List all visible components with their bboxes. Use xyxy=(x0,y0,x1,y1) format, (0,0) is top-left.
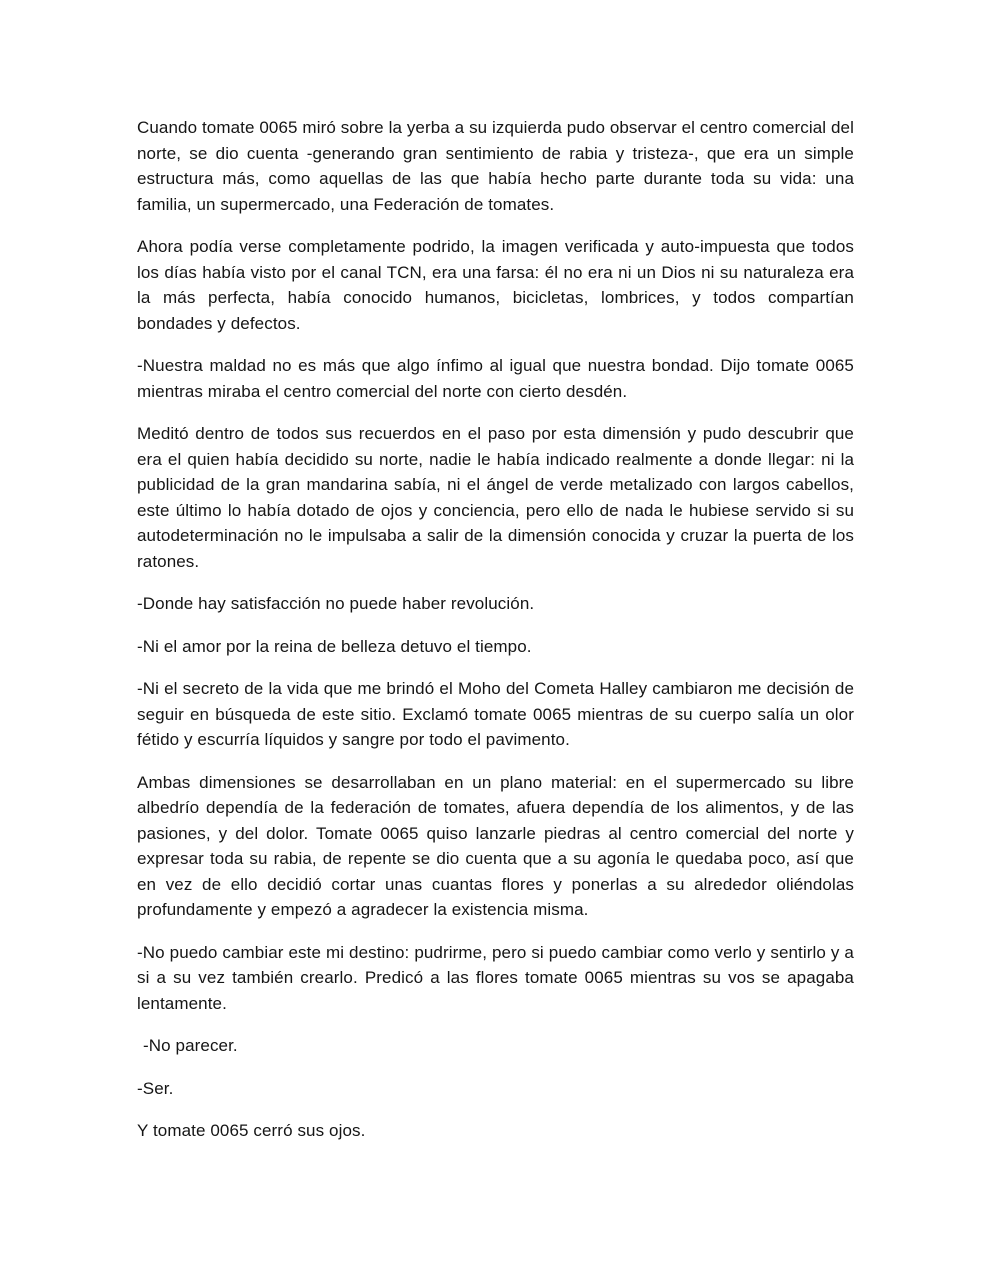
paragraph-3: -Nuestra maldad no es más que algo ínfimo al igual que nuestra bondad. Dijo tomate 0065 mientras miraba el centro comercial del norte con cierto desdén. xyxy=(137,356,854,401)
paragraph-12: Y tomate 0065 cerró sus ojos. xyxy=(137,1121,366,1140)
paragraph-11: -Ser. xyxy=(137,1078,174,1098)
paragraph-7: -Ni el secreto de la vida que me brindó el Moho del Cometa Halley cambiaron me decisión de seguir en búsqueda de este sitio. Exclamó tomate 0065 mientras de su cuerpo salía un olor fétido y escurría líquidos y sangre por todo el pavimento. xyxy=(137,679,854,749)
paragraph-4: Meditó dentro de todos sus recuerdos en el paso por esta dimensión y pudo descubrir que era el quien había decidido su norte, nadie le había indicado realmente a donde llegar: ni la publicidad de la gran mandarina sabía, ni el ángel de verde metalizado con largos cabellos, este último lo había dotado de ojos y conciencia, pero ello de nada le hubiese servido si su autodeterminación no le impulsaba a salir de la dimensión conocida y cruzar la puerta de los ratones. xyxy=(137,424,854,571)
paragraph-6: -Ni el amor por la reina de belleza detuvo el tiempo. xyxy=(137,636,532,656)
paragraph-1: Cuando tomate 0065 miró sobre la yerba a su izquierda pudo observar el centro comercial del norte, se dio cuenta -generando gran sentimiento de rabia y tristeza-, que era un simple estructura más, como aquellas de las que había hecho parte durante toda su vida: una familia, un supermercado, una Federación de tomates. xyxy=(137,118,854,214)
paragraph-8: Ambas dimensiones se desarrollaban en un plano material: en el supermercado su libre albedrío dependía de la federación de tomates, afuera dependía de los alimentos, y de las pasiones, y del dolor. Tomate 0065 quiso lanzarle piedras al centro comercial del norte y expresar toda su rabia, de repente se dio cuenta que a su agonía le quedaba poco, así que en vez de ello decidió cortar unas cuantas flores y ponerlas a su alrededor oliéndolas profundamente y empezó a agradecer la existencia misma. xyxy=(137,772,854,919)
paragraph-9: -No puedo cambiar este mi destino: pudrirme, pero si puedo cambiar como verlo y sentirlo y a si a su vez también crearlo. Predicó a las flores tomate 0065 mientras su vos se apagaba lentamente. xyxy=(137,942,854,1013)
paragraph-5: -Donde hay satisfacción no puede haber revolución. xyxy=(137,594,535,613)
paragraph-2: Ahora podía verse completamente podrido, la imagen verificada y auto-impuesta que todos los días había visto por el canal TCN, era una farsa: él no era ni un Dios ni su naturaleza era la más perfecta, había conocido humanos, bicicletas, lombrices, y todos compartían bondades y defectos. xyxy=(137,237,854,333)
paragraph-10: -No parecer. xyxy=(143,1036,238,1055)
